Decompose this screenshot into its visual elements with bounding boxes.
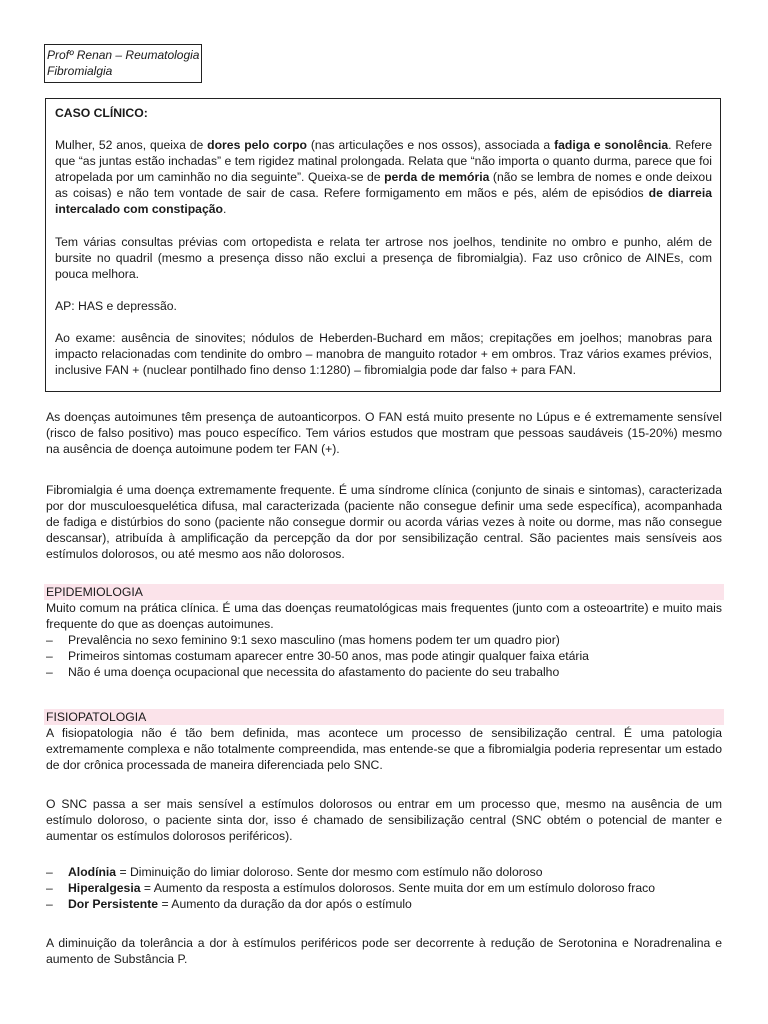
term-name: Alodínia: [68, 865, 117, 879]
case-p1-seg: (nas articulações e nos ossos), associada a: [307, 138, 555, 153]
intro-text-1: As doenças autoimunes têm presença de autoanticorpos. O FAN está muito presente no Lúpus e é extremamente sensível (risco de falso positivo) mas pouco específico. Tem vários estudos que mostram que pessoas saudáveis (15-20%) mesmo na ausência de doença autoimune podem ter FAN (+).: [46, 410, 722, 457]
case-p1-seg: (não se lembra de nomes e onde deixou as coisas) e não tem vontade de sair de casa. Refere formigamento em mãos e pés, além de episódios: [55, 170, 712, 201]
list-item-text: Não é uma doença ocupacional que necessita do afastamento do paciente do seu trabalho: [68, 665, 560, 680]
term-definition: = Aumento da duração da dor após o estímulo: [158, 897, 412, 912]
fisiopatologia-paragraph-1: [46, 725, 722, 773]
epidemiologia-section: [46, 600, 722, 680]
term-definition: = Aumento da resposta a estímulos dolorosos. Sente muita dor em um estímulo doloroso fraco: [140, 881, 655, 896]
header-course: Profº Renan – Reumatologia: [47, 48, 200, 62]
case-paragraph-3: AP: HAS e depressão.: [55, 298, 177, 313]
fisiopatologia-paragraph-2: [46, 796, 722, 844]
term-name: Hiperalgesia: [68, 881, 141, 896]
case-p1-seg: . Refere que “as juntas estão inchadas” e tem rigidez matinal prolongada. Relata que “não importa o quanto durma, parece que foi atropelada por um caminhão no dia seguinte”. Queixa-se de: [55, 138, 712, 185]
dash-bullet: –: [46, 897, 53, 912]
intro-paragraph-2: [46, 482, 722, 562]
header-box: [44, 44, 202, 83]
case-p1-bold: de diarreia intercalado com constipação: [55, 186, 712, 217]
epidemiologia-list: [46, 632, 722, 680]
list-item: [46, 896, 722, 912]
case-paragraph-4: Ao exame: ausência de sinovites; nódulos de Heberden-Buchard em mãos; crepitações em joelhos; manobras para impacto relacionadas com tendinite do ombro – manobra de manguito rotador + em ombros. Traz vários exames prévios, inclusive FAN + (nuclear pontilhado fino denso 1:1280) – fibromialgia pode dar falso + para FAN.: [55, 330, 712, 378]
terms-list: [46, 864, 722, 912]
list-item-text: Prevalência no sexo feminino 9:1 sexo masculino (mas homens podem ter um quadro pior): [68, 633, 560, 648]
term-name: Dor Persistente: [68, 897, 159, 912]
case-p1-bold: perda de memória: [384, 170, 490, 185]
case-p1-seg: Mulher, 52 anos, queixa de: [55, 138, 208, 153]
list-item: [46, 648, 722, 664]
intro-text-2: Fibromialgia é uma doença extremamente frequente. É uma síndrome clínica (conjunto de sinais e sintomas), caracterizada por dor musculoesquelética difusa, mal caracterizada (paciente não consegue definir uma sede específica), acompanhada de fadiga e distúrbios do sono (paciente não consegue dormir ou acorda várias vezes à noite ou dorme, mas não consegue descansar), atribuída à amplificação da percepção da dor por sensibilização central. São pacientes mais sensíveis aos estímulos dolorosos, ou até mesmo aos não dolorosos.: [46, 483, 722, 562]
dash-bullet: –: [46, 633, 53, 648]
section-heading-epidemiologia: EPIDEMIOLOGIA: [44, 584, 724, 600]
case-paragraph-2: Tem várias consultas prévias com ortopedista e relata ter artrose nos joelhos, tendinite no ombro e punho, além de bursite no quadril (mesmo a presença disso não exclui a presença de fibromialgia). Faz uso crônico de AINEs, com pouca melhora.: [55, 234, 712, 281]
fisiopatologia-text-1: A fisiopatologia não é tão bem definida, mas acontece um processo de sensibilização central. É uma patologia extremamente complexa e não totalmente compreendida, mas entende-se que a fibromialgia poderia representar um estado de dor crônica processada de maneira diferenciada pelo SNC.: [46, 726, 722, 773]
fisiopatologia-terms: [46, 864, 722, 912]
list-item-text: Primeiros sintomas costumam aparecer entre 30-50 anos, mas pode atingir qualquer faixa etária: [68, 649, 589, 664]
term-definition: = Diminuição do limiar doloroso. Sente dor mesmo com estímulo não doloroso: [116, 865, 543, 879]
header-topic: Fibromialgia: [47, 64, 113, 78]
intro-paragraph-1: [46, 409, 722, 457]
case-paragraph-1: [55, 137, 712, 217]
list-item: [46, 880, 722, 896]
dash-bullet: –: [46, 881, 53, 896]
epidemiologia-text: Muito comum na prática clínica. É uma das doenças reumatológicas mais frequentes (junto com a osteoartrite) e muito mais frequente do que as doenças autoimunes.: [46, 601, 722, 632]
case-p1-seg: .: [222, 202, 227, 217]
fisiopatologia-text-2: O SNC passa a ser mais sensível a estímulos dolorosos ou entrar em um processo que, mesmo na ausência de um estímulo doloroso, o paciente sinta dor, isso é chamado de sensibilização central (SNC obtém o potencial de manter e aumentar os estímulos dolorosos periféricos).: [46, 797, 722, 844]
list-item: [46, 632, 722, 648]
dash-bullet: –: [46, 865, 53, 879]
fisiopatologia-text-3: A diminuição da tolerância a dor à estímulos periféricos pode ser decorrente à redução de Serotonina e Noradrenalina e aumento de Substância P.: [46, 936, 722, 967]
dash-bullet: –: [46, 649, 53, 664]
dash-bullet: –: [46, 665, 53, 680]
case-p1-bold: dores pelo corpo: [207, 138, 307, 153]
list-item: [46, 864, 722, 880]
clinical-case-box: [45, 98, 721, 392]
case-p1-bold: fadiga e sonolência: [554, 138, 669, 153]
section-heading-fisiopatologia: FISIOPATOLOGIA: [44, 709, 724, 725]
list-item: [46, 664, 722, 680]
case-title: CASO CLÍNICO:: [55, 106, 148, 120]
fisiopatologia-paragraph-3: [46, 935, 722, 967]
